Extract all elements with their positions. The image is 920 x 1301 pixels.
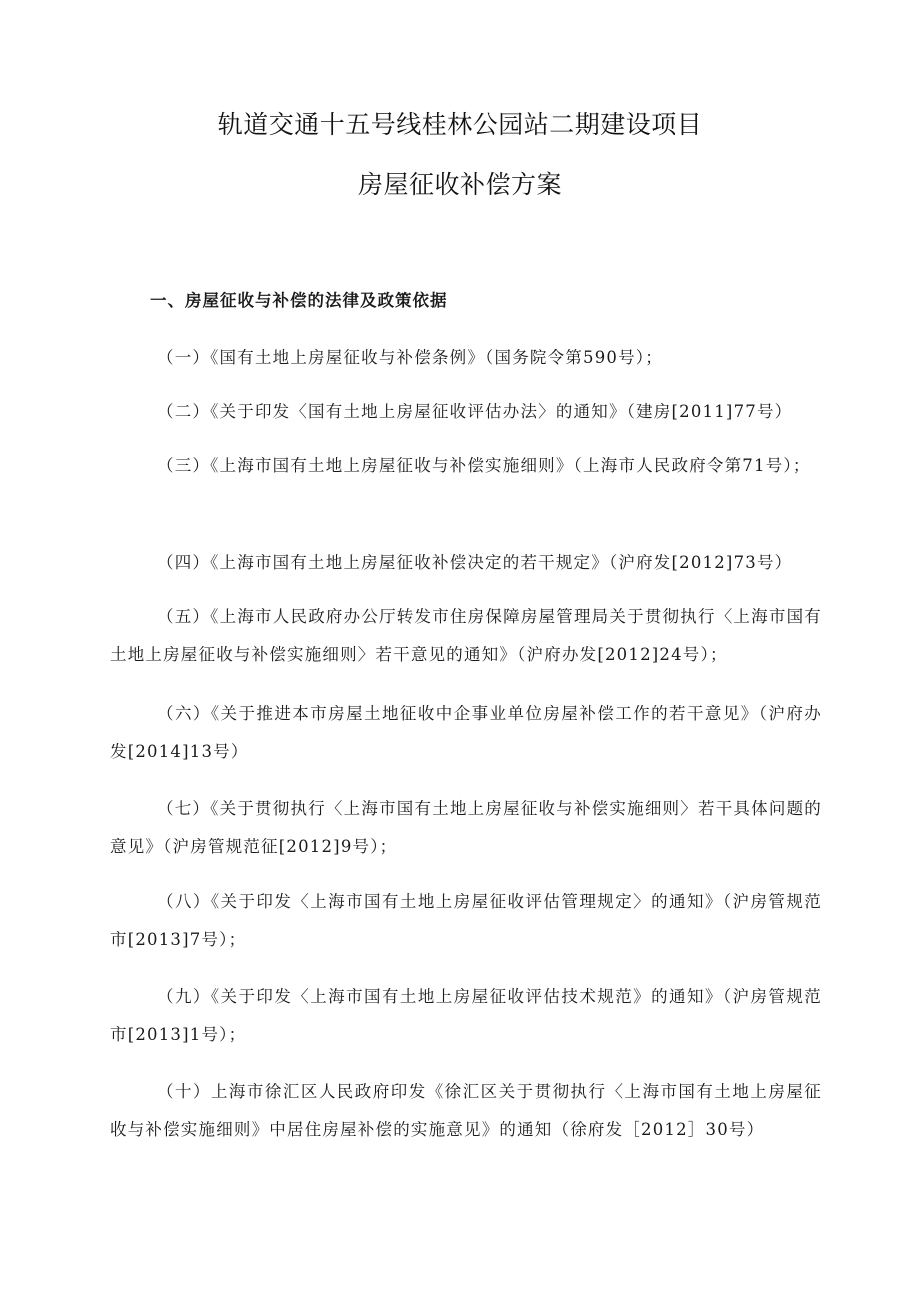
list-item: （六）《关于推进本市房屋土地征收中企事业单位房屋补偿工作的若干意见》（沪府办发[2014]13号） (110, 704, 822, 761)
list-item: （七）《关于贯彻执行〈上海市国有土地上房屋征收与补偿实施细则〉若干具体问题的意见》（沪房管规范征[2012]9号）； (110, 799, 822, 856)
list-item: （二）《关于印发〈国有土地上房屋征收评估办法〉的通知》（建房[2011]77号） (157, 402, 793, 421)
list-item: （八）《关于印发〈上海市国有土地上房屋征收评估管理规定〉的通知》（沪房管规范市[2013]7号）； (110, 892, 822, 949)
list-item: （九）《关于印发〈上海市国有土地上房屋征收评估技术规范》的通知》（沪房管规范市[2013]1号）； (110, 987, 822, 1044)
list-item: （十）上海市徐汇区人民政府印发《徐汇区关于贯彻执行〈上海市国有土地上房屋征收与补偿实施细则》中居住房屋补偿的实施意见》的通知（徐府发［2012］30号） (110, 1082, 822, 1139)
list-item: （四）《上海市国有土地上房屋征收补偿决定的若干规定》（沪府发[2012]73号） (157, 553, 793, 572)
document-title-line2: 房屋征收补偿方案 (357, 170, 562, 199)
list-item: （三）《上海市国有土地上房屋征收与补偿实施细则》（上海市人民政府令第71号）； (157, 456, 811, 475)
list-item: （五）《上海市人民政府办公厅转发市住房保障房屋管理局关于贯彻执行〈上海市国有土地上房屋征收与补偿实施细则〉若干意见的通知》（沪府办发[2012]24号）； (110, 607, 822, 664)
list-item: （一）《国有土地上房屋征收与补偿条例》（国务院令第590号）； (157, 348, 663, 367)
section-heading-legal-basis: 一、房屋征收与补偿的法律及政策依据 (150, 291, 448, 310)
document-title-line1: 轨道交通十五号线桂林公园站二期建设项目 (217, 110, 703, 139)
